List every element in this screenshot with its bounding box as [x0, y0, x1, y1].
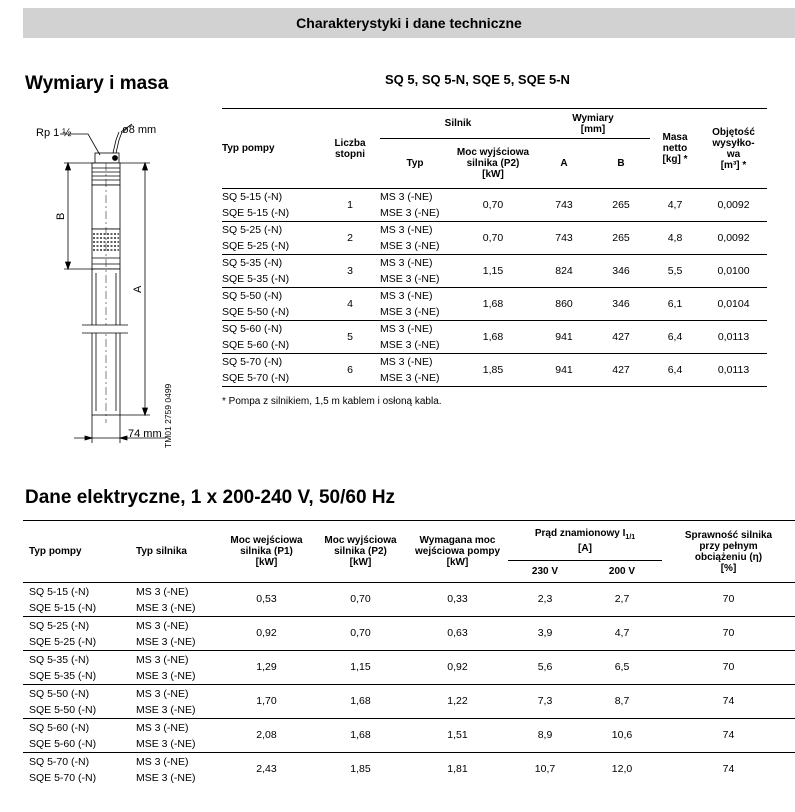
required-power: 1,81 — [407, 753, 508, 787]
table-row — [23, 719, 795, 753]
stages: 2 — [320, 222, 380, 255]
current-230v: 2,3 — [508, 583, 582, 617]
drawing-code: TM01 2759 0499 — [163, 383, 173, 448]
col-wymiary: Wymiary [mm] — [536, 109, 650, 139]
table-row — [23, 617, 795, 651]
dimension-a: 860 — [536, 288, 592, 321]
efficiency: 74 — [662, 753, 795, 787]
dimension-a: 941 — [536, 354, 592, 387]
motor-type: MS 3 (-NE) MSE 3 (-NE) — [380, 224, 440, 252]
net-mass: 5,5 — [650, 255, 700, 288]
power-p2: 1,68 — [450, 288, 536, 321]
shipping-volume: 0,0104 — [700, 288, 767, 321]
power-p1: 2,43 — [219, 753, 314, 787]
col-objetosc: Objętość wysyłko- wa [m³] * — [700, 109, 767, 189]
shipping-volume: 0,0100 — [700, 255, 767, 288]
width-label: 74 mm — [128, 428, 162, 440]
current-200v: 2,7 — [582, 583, 662, 617]
current-230v: 3,9 — [508, 617, 582, 651]
power-p1: 0,92 — [219, 617, 314, 651]
net-mass: 4,8 — [650, 222, 700, 255]
table-subtitle: SQ 5, SQ 5-N, SQE 5, SQE 5-N — [385, 72, 570, 87]
stages: 6 — [320, 354, 380, 387]
power-p2: 1,15 — [314, 651, 407, 685]
required-power: 0,92 — [407, 651, 508, 685]
current-200v: 8,7 — [582, 685, 662, 719]
rp-label: Rp 1 ½ — [36, 127, 72, 139]
efficiency: 70 — [662, 617, 795, 651]
net-mass: 4,7 — [667, 198, 683, 211]
current-200v: 10,6 — [582, 719, 662, 753]
current-200v: 4,7 — [582, 617, 662, 651]
pump-type: SQ 5-15 (-N) SQE 5-15 (-N) — [222, 191, 290, 219]
col-230v: 230 V — [531, 566, 559, 577]
col-prad: Prąd znamionowy $I_{1/1}$ [A] — [508, 521, 662, 561]
shipping-volume: 0,0113 — [700, 354, 767, 387]
efficiency: 70 — [662, 651, 795, 685]
power-p2: 1,15 — [450, 255, 536, 288]
net-mass: 6,1 — [650, 288, 700, 321]
table-row — [222, 321, 767, 354]
power-p1: 2,08 — [219, 719, 314, 753]
dimension-b: 427 — [592, 321, 650, 354]
motor-type: MS 3 (-NE) MSE 3 (-NE) — [380, 323, 440, 351]
dimension-a: 941 — [536, 321, 592, 354]
pump-type: SQ 5-35 (-N) SQE 5-35 (-N) — [222, 257, 290, 285]
dimension-b: 346 — [592, 288, 650, 321]
table-row — [222, 189, 767, 222]
col-typ-pompy: Typ pompy — [222, 109, 320, 189]
current-230v: 7,3 — [508, 685, 582, 719]
dimension-b: 346 — [592, 255, 650, 288]
power-p1: 1,70 — [219, 685, 314, 719]
power-p2: 1,68 — [450, 321, 536, 354]
power-p2: 0,70 — [314, 583, 407, 617]
power-p2: 1,85 — [314, 753, 407, 787]
efficiency: 70 — [662, 583, 795, 617]
col-wymagana: Wymagana moc wejściowa pompy [kW] — [407, 521, 508, 583]
electrical-table — [23, 520, 795, 787]
table-row — [23, 753, 795, 787]
motor-type: MS 3 (-NE) MSE 3 (-NE) — [380, 290, 440, 318]
dimension-b: 265 — [612, 198, 630, 211]
pump-type: SQ 5-15 (-N) SQE 5-15 (-N) — [29, 585, 97, 614]
table-row — [23, 685, 795, 719]
current-230v: 5,6 — [508, 651, 582, 685]
col-typ-silnika: Typ — [406, 158, 424, 169]
col-masa: Masa netto [kg] * — [650, 109, 700, 189]
col-silnik: Silnik — [380, 109, 536, 139]
dimension-b: 265 — [592, 222, 650, 255]
current-200v: 12,0 — [582, 753, 662, 787]
dimension-a: 743 — [555, 198, 573, 211]
dimensions-table — [222, 108, 767, 387]
table-row — [23, 651, 795, 685]
shipping-volume: 0,0092 — [717, 198, 750, 211]
power-p2: 1,68 — [314, 685, 407, 719]
pump-type: SQ 5-50 (-N) SQE 5-50 (-N) — [222, 290, 290, 318]
motor-type: MS 3 (-NE) MSE 3 (-NE) — [380, 356, 440, 384]
table-row — [23, 583, 795, 617]
col-p2: Moc wyjściowa silnika (P2) [kW] — [314, 521, 407, 583]
efficiency: 74 — [662, 719, 795, 753]
current-200v: 6,5 — [582, 651, 662, 685]
motor-type: MS 3 (-NE) MSE 3 (-NE) — [136, 687, 196, 716]
pump-type: SQ 5-35 (-N) SQE 5-35 (-N) — [29, 653, 97, 682]
shipping-volume: 0,0092 — [700, 222, 767, 255]
footnote: * Pompa z silnikiem, 1,5 m kablem i osłoną kabla. — [222, 396, 442, 407]
table-row — [222, 288, 767, 321]
pump-type: SQ 5-25 (-N) SQE 5-25 (-N) — [222, 224, 290, 252]
efficiency: 74 — [662, 685, 795, 719]
diameter-label: ø8 mm — [122, 124, 157, 136]
net-mass: 6,4 — [650, 321, 700, 354]
power-p2: 0,70 — [314, 617, 407, 651]
shipping-volume: 0,0113 — [700, 321, 767, 354]
motor-type: MS 3 (-NE) MSE 3 (-NE) — [380, 191, 440, 219]
pump-type: SQ 5-60 (-N) SQE 5-60 (-N) — [29, 721, 97, 750]
required-power: 1,51 — [407, 719, 508, 753]
dimension-a: 743 — [536, 222, 592, 255]
stages: 3 — [320, 255, 380, 288]
motor-type: MS 3 (-NE) MSE 3 (-NE) — [136, 721, 196, 750]
col-b: B — [617, 158, 625, 169]
motor-type: MS 3 (-NE) MSE 3 (-NE) — [380, 257, 440, 285]
pump-type: SQ 5-70 (-N) SQE 5-70 (-N) — [222, 356, 290, 384]
table-row — [222, 222, 767, 255]
dimension-a-label: A — [132, 285, 144, 293]
pump-type: SQ 5-25 (-N) SQE 5-25 (-N) — [29, 619, 97, 648]
col-moc-p2: Moc wyjściowa silnika (P2) [kW] — [456, 147, 530, 180]
col-typ-silnika: Typ silnika — [136, 521, 219, 583]
section-title-dimensions: Wymiary i masa — [25, 73, 169, 94]
pump-type: SQ 5-60 (-N) SQE 5-60 (-N) — [222, 323, 290, 351]
col-p1: Moc wejściowa silnika (P1) [kW] — [219, 521, 314, 583]
col-liczba-stopni: Liczba stopni — [320, 109, 380, 189]
pump-type: SQ 5-50 (-N) SQE 5-50 (-N) — [29, 687, 97, 716]
required-power: 0,63 — [407, 617, 508, 651]
col-a: A — [560, 158, 568, 169]
pump-type: SQ 5-70 (-N) SQE 5-70 (-N) — [29, 755, 97, 784]
motor-type: MS 3 (-NE) MSE 3 (-NE) — [136, 585, 196, 614]
motor-type: MS 3 (-NE) MSE 3 (-NE) — [136, 653, 196, 682]
power-p2: 0,70 — [450, 222, 536, 255]
power-p2: 1,85 — [450, 354, 536, 387]
power-p1: 1,29 — [219, 651, 314, 685]
current-230v: 8,9 — [508, 719, 582, 753]
table-row — [222, 354, 767, 387]
dimension-b-label: B — [55, 212, 67, 220]
current-230v: 10,7 — [508, 753, 582, 787]
stages: 4 — [320, 288, 380, 321]
net-mass: 6,4 — [650, 354, 700, 387]
power-p2: 1,68 — [314, 719, 407, 753]
required-power: 1,22 — [407, 685, 508, 719]
page-header: Charakterystyki i dane techniczne — [23, 8, 795, 38]
power-p2: 0,70 — [482, 198, 504, 211]
dimension-b: 427 — [592, 354, 650, 387]
motor-type: MS 3 (-NE) MSE 3 (-NE) — [136, 755, 196, 784]
stages: 5 — [320, 321, 380, 354]
table-row — [222, 255, 767, 288]
col-sprawnosc: Sprawność silnika przy pełnym obciążeniu (η) [%] — [662, 521, 795, 583]
dimension-a: 824 — [536, 255, 592, 288]
col-typ-pompy: Typ pompy — [23, 521, 136, 583]
required-power: 0,33 — [407, 583, 508, 617]
motor-type: MS 3 (-NE) MSE 3 (-NE) — [136, 619, 196, 648]
col-200v: 200 V — [608, 566, 636, 577]
power-p1: 0,53 — [219, 583, 314, 617]
section-title-electrical: Dane elektryczne, 1 x 200-240 V, 50/60 Hz — [25, 487, 396, 508]
stages: 1 — [347, 198, 353, 211]
